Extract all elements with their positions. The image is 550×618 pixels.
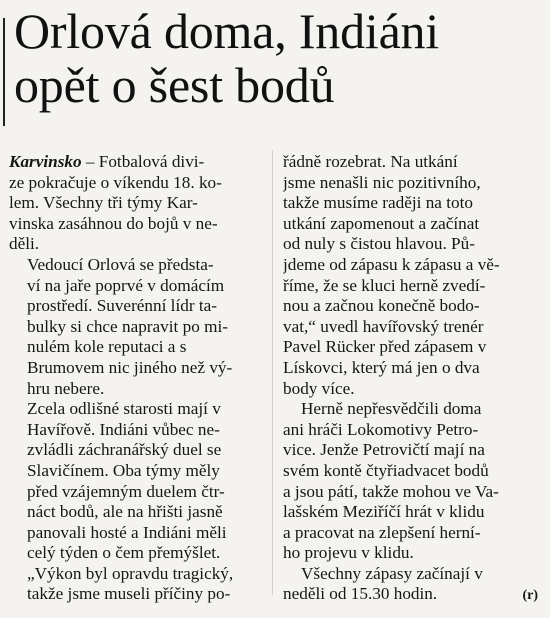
text-line: bulky si chce napravit po mi- (27, 316, 228, 336)
text-line: náct bodů, ale na hřišti jasně (27, 502, 223, 522)
text-line: prostředí. Suverénní lídr ta- (27, 296, 217, 316)
headline-rule (3, 18, 5, 126)
text-line: hru nebere. (27, 378, 105, 398)
headline (14, 4, 544, 112)
paragraph (283, 564, 538, 607)
article-column-right (283, 152, 538, 607)
paragraph (9, 152, 265, 255)
paragraph (9, 255, 265, 399)
author-signature: (r) (522, 588, 538, 604)
text-line: a jsou pátí, takže mohou ve Va- (283, 481, 499, 501)
text-line: od nuly s čistou hlavou. Pů- (283, 234, 475, 254)
text-line: děli. (9, 234, 40, 254)
headline-line-1: Orlová doma, Indiáni (14, 3, 440, 59)
text-line: nou a začnou konečně bodo- (283, 296, 480, 316)
text-line: Herně nepřesvědčili doma (301, 399, 482, 419)
text-line: (r) neděli od 15.30 hodin. (283, 584, 538, 607)
text-line: říme, že se kluci herně zvedí- (283, 275, 486, 295)
text-line: ze pokračuje o víkendu 18. ko- (9, 172, 222, 192)
text-line: Slavičínem. Oba týmy měly (27, 460, 220, 480)
text-line: zvládli záchranářský duel se (27, 440, 222, 460)
text-line: panovali hosté a Indiáni měli (27, 522, 227, 542)
headline-line-2: opět o šest bodů (14, 57, 335, 113)
text-line: body více. (283, 378, 355, 398)
text-line: utkání zapomenout a začínat (283, 213, 480, 233)
paragraph (283, 152, 538, 399)
text-line: lašském Meziříčí hrát v klidu (283, 502, 485, 522)
text-line: Lískovci, který má jen o dva (283, 357, 480, 377)
text-line: celý týden o čem přemýšlet. (27, 543, 221, 563)
paragraph (283, 399, 538, 564)
text-line: vat,“ uvedl havířovský trenér (283, 316, 484, 336)
text-line: takže jsme museli příčiny po- (27, 584, 231, 604)
text-line: ho projevu v klidu. (283, 543, 414, 563)
dateline-place: Karvinsko (9, 152, 82, 171)
column-gutter (272, 150, 273, 595)
text-line: nulém kole reputaci a s (27, 337, 187, 357)
paragraph (9, 399, 265, 605)
text-line: vice. Jenže Petrovičtí mají na (283, 440, 485, 460)
text-line: Zcela odlišné starosti mají v (27, 399, 221, 419)
text-line: „Výkon byl opravdu tragický, (27, 563, 234, 583)
text-line: řádně rozebrat. Na utkání (283, 152, 458, 171)
text-line: vinska zasáhnou do bojů v ne- (9, 213, 218, 233)
text-line: svém kontě čtyřiadvacet bodů (283, 460, 489, 480)
text-line: Všechny zápasy začínají v (301, 563, 483, 583)
text-line: Vedoucí Orlová se předsta- (27, 254, 214, 274)
text-line: ani hráči Lokomotivy Petro- (283, 419, 479, 439)
text-line: před vzájemným duelem čtr- (27, 481, 225, 501)
article-column-left (9, 152, 265, 605)
text-line: jsme nenašli nic pozitivního, (283, 172, 481, 192)
text-line: jdeme od zápasu k zápasu a vě- (283, 254, 500, 274)
text-line: Karvinsko – Fotbalová divi- (9, 152, 205, 171)
text-line: Pavel Rücker před zápasem v (283, 337, 487, 357)
text-line: Brumovem nic jiného než vý- (27, 357, 233, 377)
text-line: ví na jaře poprvé v domácím (27, 275, 225, 295)
text-line: lem. Všechny tři týmy Kar- (9, 193, 198, 213)
text-line: a pracovat na zlepšení herní- (283, 522, 481, 542)
text-line: takže musíme raději na toto (283, 193, 473, 213)
text-line: Havířově. Indiáni vůbec ne- (27, 419, 220, 439)
